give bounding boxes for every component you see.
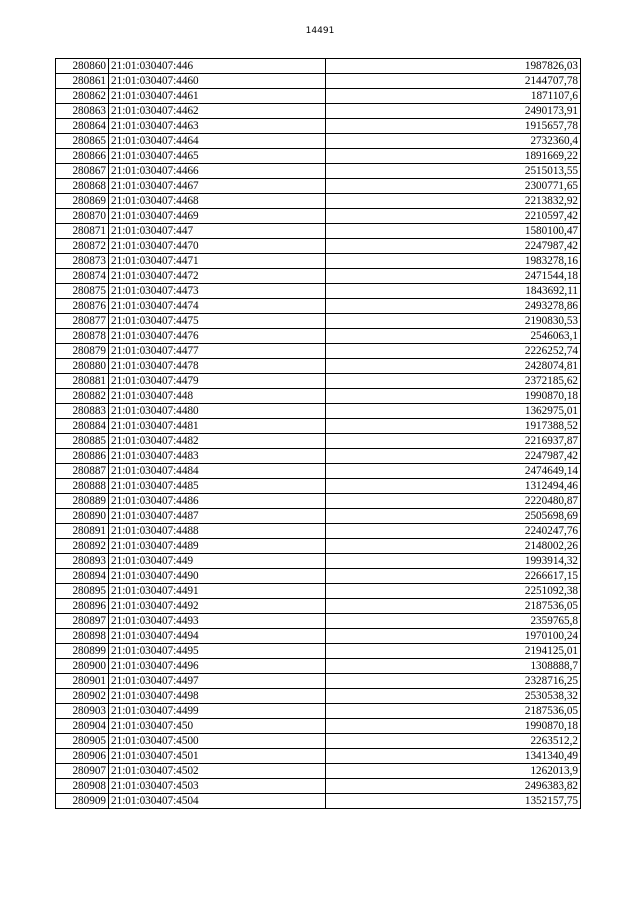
cadastral-number-cell: 21:01:030407:4500: [109, 734, 326, 749]
row-id-cell: 280881: [56, 374, 109, 389]
table-row: [56, 524, 581, 539]
cadastral-number-cell: 21:01:030407:4472: [109, 269, 326, 284]
cadastral-value-cell: 1843692,11: [326, 284, 581, 299]
table-row: [56, 614, 581, 629]
cadastral-number-cell: 21:01:030407:4469: [109, 209, 326, 224]
cadastral-value-cell: 2474649,14: [326, 464, 581, 479]
row-id-cell: 280879: [56, 344, 109, 359]
table-row: [56, 569, 581, 584]
cadastral-number-cell: 21:01:030407:4474: [109, 299, 326, 314]
cadastral-value-cell: 2515013,55: [326, 164, 581, 179]
cadastral-number-cell: 21:01:030407:4473: [109, 284, 326, 299]
cadastral-value-cell: 2732360,4: [326, 134, 581, 149]
row-id-cell: 280878: [56, 329, 109, 344]
row-id-cell: 280894: [56, 569, 109, 584]
cadastral-value-cell: 1891669,22: [326, 149, 581, 164]
table-row: [56, 254, 581, 269]
table-row: [56, 359, 581, 374]
cadastral-value-cell: 2213832,92: [326, 194, 581, 209]
table-row: [56, 704, 581, 719]
cadastral-value-cell: 1915657,78: [326, 119, 581, 134]
table-row: [56, 284, 581, 299]
table-row: [56, 74, 581, 89]
row-id-cell: 280876: [56, 299, 109, 314]
table-row: [56, 749, 581, 764]
cadastral-number-cell: 21:01:030407:449: [109, 554, 326, 569]
cadastral-number-cell: 21:01:030407:4492: [109, 599, 326, 614]
table-row: [56, 344, 581, 359]
table-body: [56, 59, 581, 809]
cadastral-value-cell: 2263512,2: [326, 734, 581, 749]
cadastral-number-cell: 21:01:030407:4476: [109, 329, 326, 344]
row-id-cell: 280886: [56, 449, 109, 464]
row-id-cell: 280874: [56, 269, 109, 284]
cadastral-value-cell: 2210597,42: [326, 209, 581, 224]
table-row: [56, 734, 581, 749]
table-row: [56, 719, 581, 734]
row-id-cell: 280904: [56, 719, 109, 734]
row-id-cell: 280884: [56, 419, 109, 434]
table-row: [56, 134, 581, 149]
row-id-cell: 280870: [56, 209, 109, 224]
cadastral-value-cell: 2251092,38: [326, 584, 581, 599]
row-id-cell: 280897: [56, 614, 109, 629]
row-id-cell: 280896: [56, 599, 109, 614]
row-id-cell: 280883: [56, 404, 109, 419]
row-id-cell: 280895: [56, 584, 109, 599]
table-row: [56, 689, 581, 704]
table-row: [56, 164, 581, 179]
table-row: [56, 329, 581, 344]
cadastral-number-cell: 21:01:030407:4478: [109, 359, 326, 374]
cadastral-value-cell: 1983278,16: [326, 254, 581, 269]
cadastral-value-cell: 2194125,01: [326, 644, 581, 659]
table-row: [56, 494, 581, 509]
cadastral-number-cell: 21:01:030407:4482: [109, 434, 326, 449]
cadastral-value-cell: 2190830,53: [326, 314, 581, 329]
table-row: [56, 539, 581, 554]
table-row: [56, 449, 581, 464]
cadastral-value-cell: 2530538,32: [326, 689, 581, 704]
row-id-cell: 280892: [56, 539, 109, 554]
cadastral-number-cell: 21:01:030407:4491: [109, 584, 326, 599]
cadastral-number-cell: 21:01:030407:4471: [109, 254, 326, 269]
cadastral-value-cell: 2471544,18: [326, 269, 581, 284]
cadastral-value-cell: 2266617,15: [326, 569, 581, 584]
row-id-cell: 280908: [56, 779, 109, 794]
row-id-cell: 280872: [56, 239, 109, 254]
cadastral-number-cell: 21:01:030407:4465: [109, 149, 326, 164]
table-row: [56, 629, 581, 644]
row-id-cell: 280885: [56, 434, 109, 449]
cadastral-number-cell: 21:01:030407:4497: [109, 674, 326, 689]
row-id-cell: 280890: [56, 509, 109, 524]
cadastral-number-cell: 21:01:030407:4467: [109, 179, 326, 194]
table-row: [56, 149, 581, 164]
cadastral-number-cell: 21:01:030407:4489: [109, 539, 326, 554]
cadastral-number-cell: 21:01:030407:4487: [109, 509, 326, 524]
cadastral-number-cell: 21:01:030407:450: [109, 719, 326, 734]
cadastral-number-cell: 21:01:030407:448: [109, 389, 326, 404]
cadastral-number-cell: 21:01:030407:447: [109, 224, 326, 239]
row-id-cell: 280907: [56, 764, 109, 779]
cadastral-value-cell: 1341340,49: [326, 749, 581, 764]
row-id-cell: 280871: [56, 224, 109, 239]
cadastral-value-table: [55, 58, 581, 809]
row-id-cell: 280864: [56, 119, 109, 134]
row-id-cell: 280900: [56, 659, 109, 674]
cadastral-number-cell: 21:01:030407:4493: [109, 614, 326, 629]
cadastral-number-cell: 21:01:030407:4495: [109, 644, 326, 659]
table-row: [56, 479, 581, 494]
table-row: [56, 419, 581, 434]
table-row: [56, 194, 581, 209]
cadastral-value-cell: 2148002,26: [326, 539, 581, 554]
cadastral-value-cell: 2247987,42: [326, 449, 581, 464]
table-row: [56, 644, 581, 659]
row-id-cell: 280869: [56, 194, 109, 209]
row-id-cell: 280862: [56, 89, 109, 104]
cadastral-number-cell: 21:01:030407:4481: [109, 419, 326, 434]
table-row: [56, 464, 581, 479]
cadastral-value-cell: 2372185,62: [326, 374, 581, 389]
table-row: [56, 554, 581, 569]
cadastral-value-cell: 1987826,03: [326, 59, 581, 74]
row-id-cell: 280906: [56, 749, 109, 764]
cadastral-value-cell: 2328716,25: [326, 674, 581, 689]
table-row: [56, 374, 581, 389]
cadastral-number-cell: 21:01:030407:4475: [109, 314, 326, 329]
row-id-cell: 280899: [56, 644, 109, 659]
cadastral-number-cell: 21:01:030407:4496: [109, 659, 326, 674]
row-id-cell: 280882: [56, 389, 109, 404]
table-row: [56, 224, 581, 239]
cadastral-number-cell: 21:01:030407:4483: [109, 449, 326, 464]
cadastral-value-cell: 2187536,05: [326, 704, 581, 719]
cadastral-value-cell: 2490173,91: [326, 104, 581, 119]
cadastral-value-cell: 2220480,87: [326, 494, 581, 509]
table-row: [56, 434, 581, 449]
cadastral-number-cell: 21:01:030407:4479: [109, 374, 326, 389]
cadastral-value-cell: 1993914,32: [326, 554, 581, 569]
table-row: [56, 659, 581, 674]
cadastral-value-cell: 2187536,05: [326, 599, 581, 614]
row-id-cell: 280877: [56, 314, 109, 329]
page-number: 14491: [305, 26, 335, 36]
cadastral-number-cell: 21:01:030407:4466: [109, 164, 326, 179]
row-id-cell: 280887: [56, 464, 109, 479]
table-row: [56, 299, 581, 314]
cadastral-value-cell: 1352157,75: [326, 794, 581, 809]
cadastral-number-cell: 21:01:030407:4462: [109, 104, 326, 119]
table-row: [56, 674, 581, 689]
cadastral-number-cell: 21:01:030407:4485: [109, 479, 326, 494]
table-row: [56, 89, 581, 104]
table-row: [56, 584, 581, 599]
row-id-cell: 280866: [56, 149, 109, 164]
cadastral-number-cell: 21:01:030407:4486: [109, 494, 326, 509]
cadastral-value-cell: 1990870,18: [326, 389, 581, 404]
table-row: [56, 179, 581, 194]
row-id-cell: 280880: [56, 359, 109, 374]
cadastral-number-cell: 21:01:030407:4501: [109, 749, 326, 764]
table-row: [56, 104, 581, 119]
row-id-cell: 280893: [56, 554, 109, 569]
cadastral-number-cell: 21:01:030407:4463: [109, 119, 326, 134]
cadastral-value-cell: 1970100,24: [326, 629, 581, 644]
row-id-cell: 280875: [56, 284, 109, 299]
row-id-cell: 280889: [56, 494, 109, 509]
cadastral-value-cell: 1308888,7: [326, 659, 581, 674]
cadastral-number-cell: 21:01:030407:4504: [109, 794, 326, 809]
row-id-cell: 280901: [56, 674, 109, 689]
row-id-cell: 280903: [56, 704, 109, 719]
table-row: [56, 269, 581, 284]
table-row: [56, 389, 581, 404]
cadastral-number-cell: 21:01:030407:4502: [109, 764, 326, 779]
row-id-cell: 280865: [56, 134, 109, 149]
table-row: [56, 209, 581, 224]
cadastral-value-cell: 1362975,01: [326, 404, 581, 419]
cadastral-value-cell: 2247987,42: [326, 239, 581, 254]
table-row: [56, 509, 581, 524]
table-row: [56, 599, 581, 614]
table-row: [56, 404, 581, 419]
row-id-cell: 280867: [56, 164, 109, 179]
row-id-cell: 280888: [56, 479, 109, 494]
cadastral-number-cell: 21:01:030407:446: [109, 59, 326, 74]
cadastral-value-cell: 2300771,65: [326, 179, 581, 194]
cadastral-number-cell: 21:01:030407:4503: [109, 779, 326, 794]
cadastral-number-cell: 21:01:030407:4498: [109, 689, 326, 704]
cadastral-value-cell: 2226252,74: [326, 344, 581, 359]
row-id-cell: 280905: [56, 734, 109, 749]
cadastral-value-cell: 1262013,9: [326, 764, 581, 779]
table-row: [56, 119, 581, 134]
cadastral-number-cell: 21:01:030407:4484: [109, 464, 326, 479]
cadastral-number-cell: 21:01:030407:4490: [109, 569, 326, 584]
cadastral-value-cell: 1871107,6: [326, 89, 581, 104]
cadastral-value-cell: 2496383,82: [326, 779, 581, 794]
cadastral-value-cell: 2359765,8: [326, 614, 581, 629]
row-id-cell: 280863: [56, 104, 109, 119]
cadastral-number-cell: 21:01:030407:4477: [109, 344, 326, 359]
cadastral-value-cell: 2546063,1: [326, 329, 581, 344]
cadastral-number-cell: 21:01:030407:4470: [109, 239, 326, 254]
cadastral-value-cell: 2144707,78: [326, 74, 581, 89]
cadastral-number-cell: 21:01:030407:4468: [109, 194, 326, 209]
cadastral-value-cell: 2505698,69: [326, 509, 581, 524]
table-row: [56, 314, 581, 329]
cadastral-value-cell: 1990870,18: [326, 719, 581, 734]
cadastral-number-cell: 21:01:030407:4460: [109, 74, 326, 89]
row-id-cell: 280891: [56, 524, 109, 539]
cadastral-number-cell: 21:01:030407:4480: [109, 404, 326, 419]
cadastral-value-cell: 2240247,76: [326, 524, 581, 539]
row-id-cell: 280861: [56, 74, 109, 89]
cadastral-value-cell: 2493278,86: [326, 299, 581, 314]
row-id-cell: 280909: [56, 794, 109, 809]
table-row: [56, 764, 581, 779]
row-id-cell: 280868: [56, 179, 109, 194]
table-row: [56, 794, 581, 809]
cadastral-value-cell: 1917388,52: [326, 419, 581, 434]
table-row: [56, 779, 581, 794]
cadastral-number-cell: 21:01:030407:4499: [109, 704, 326, 719]
cadastral-number-cell: 21:01:030407:4488: [109, 524, 326, 539]
table-row: [56, 239, 581, 254]
cadastral-value-cell: 2216937,87: [326, 434, 581, 449]
cadastral-value-cell: 1312494,46: [326, 479, 581, 494]
table-row: [56, 59, 581, 74]
row-id-cell: 280873: [56, 254, 109, 269]
row-id-cell: 280902: [56, 689, 109, 704]
row-id-cell: 280860: [56, 59, 109, 74]
cadastral-number-cell: 21:01:030407:4464: [109, 134, 326, 149]
cadastral-value-cell: 1580100,47: [326, 224, 581, 239]
cadastral-number-cell: 21:01:030407:4494: [109, 629, 326, 644]
cadastral-number-cell: 21:01:030407:4461: [109, 89, 326, 104]
row-id-cell: 280898: [56, 629, 109, 644]
cadastral-value-cell: 2428074,81: [326, 359, 581, 374]
